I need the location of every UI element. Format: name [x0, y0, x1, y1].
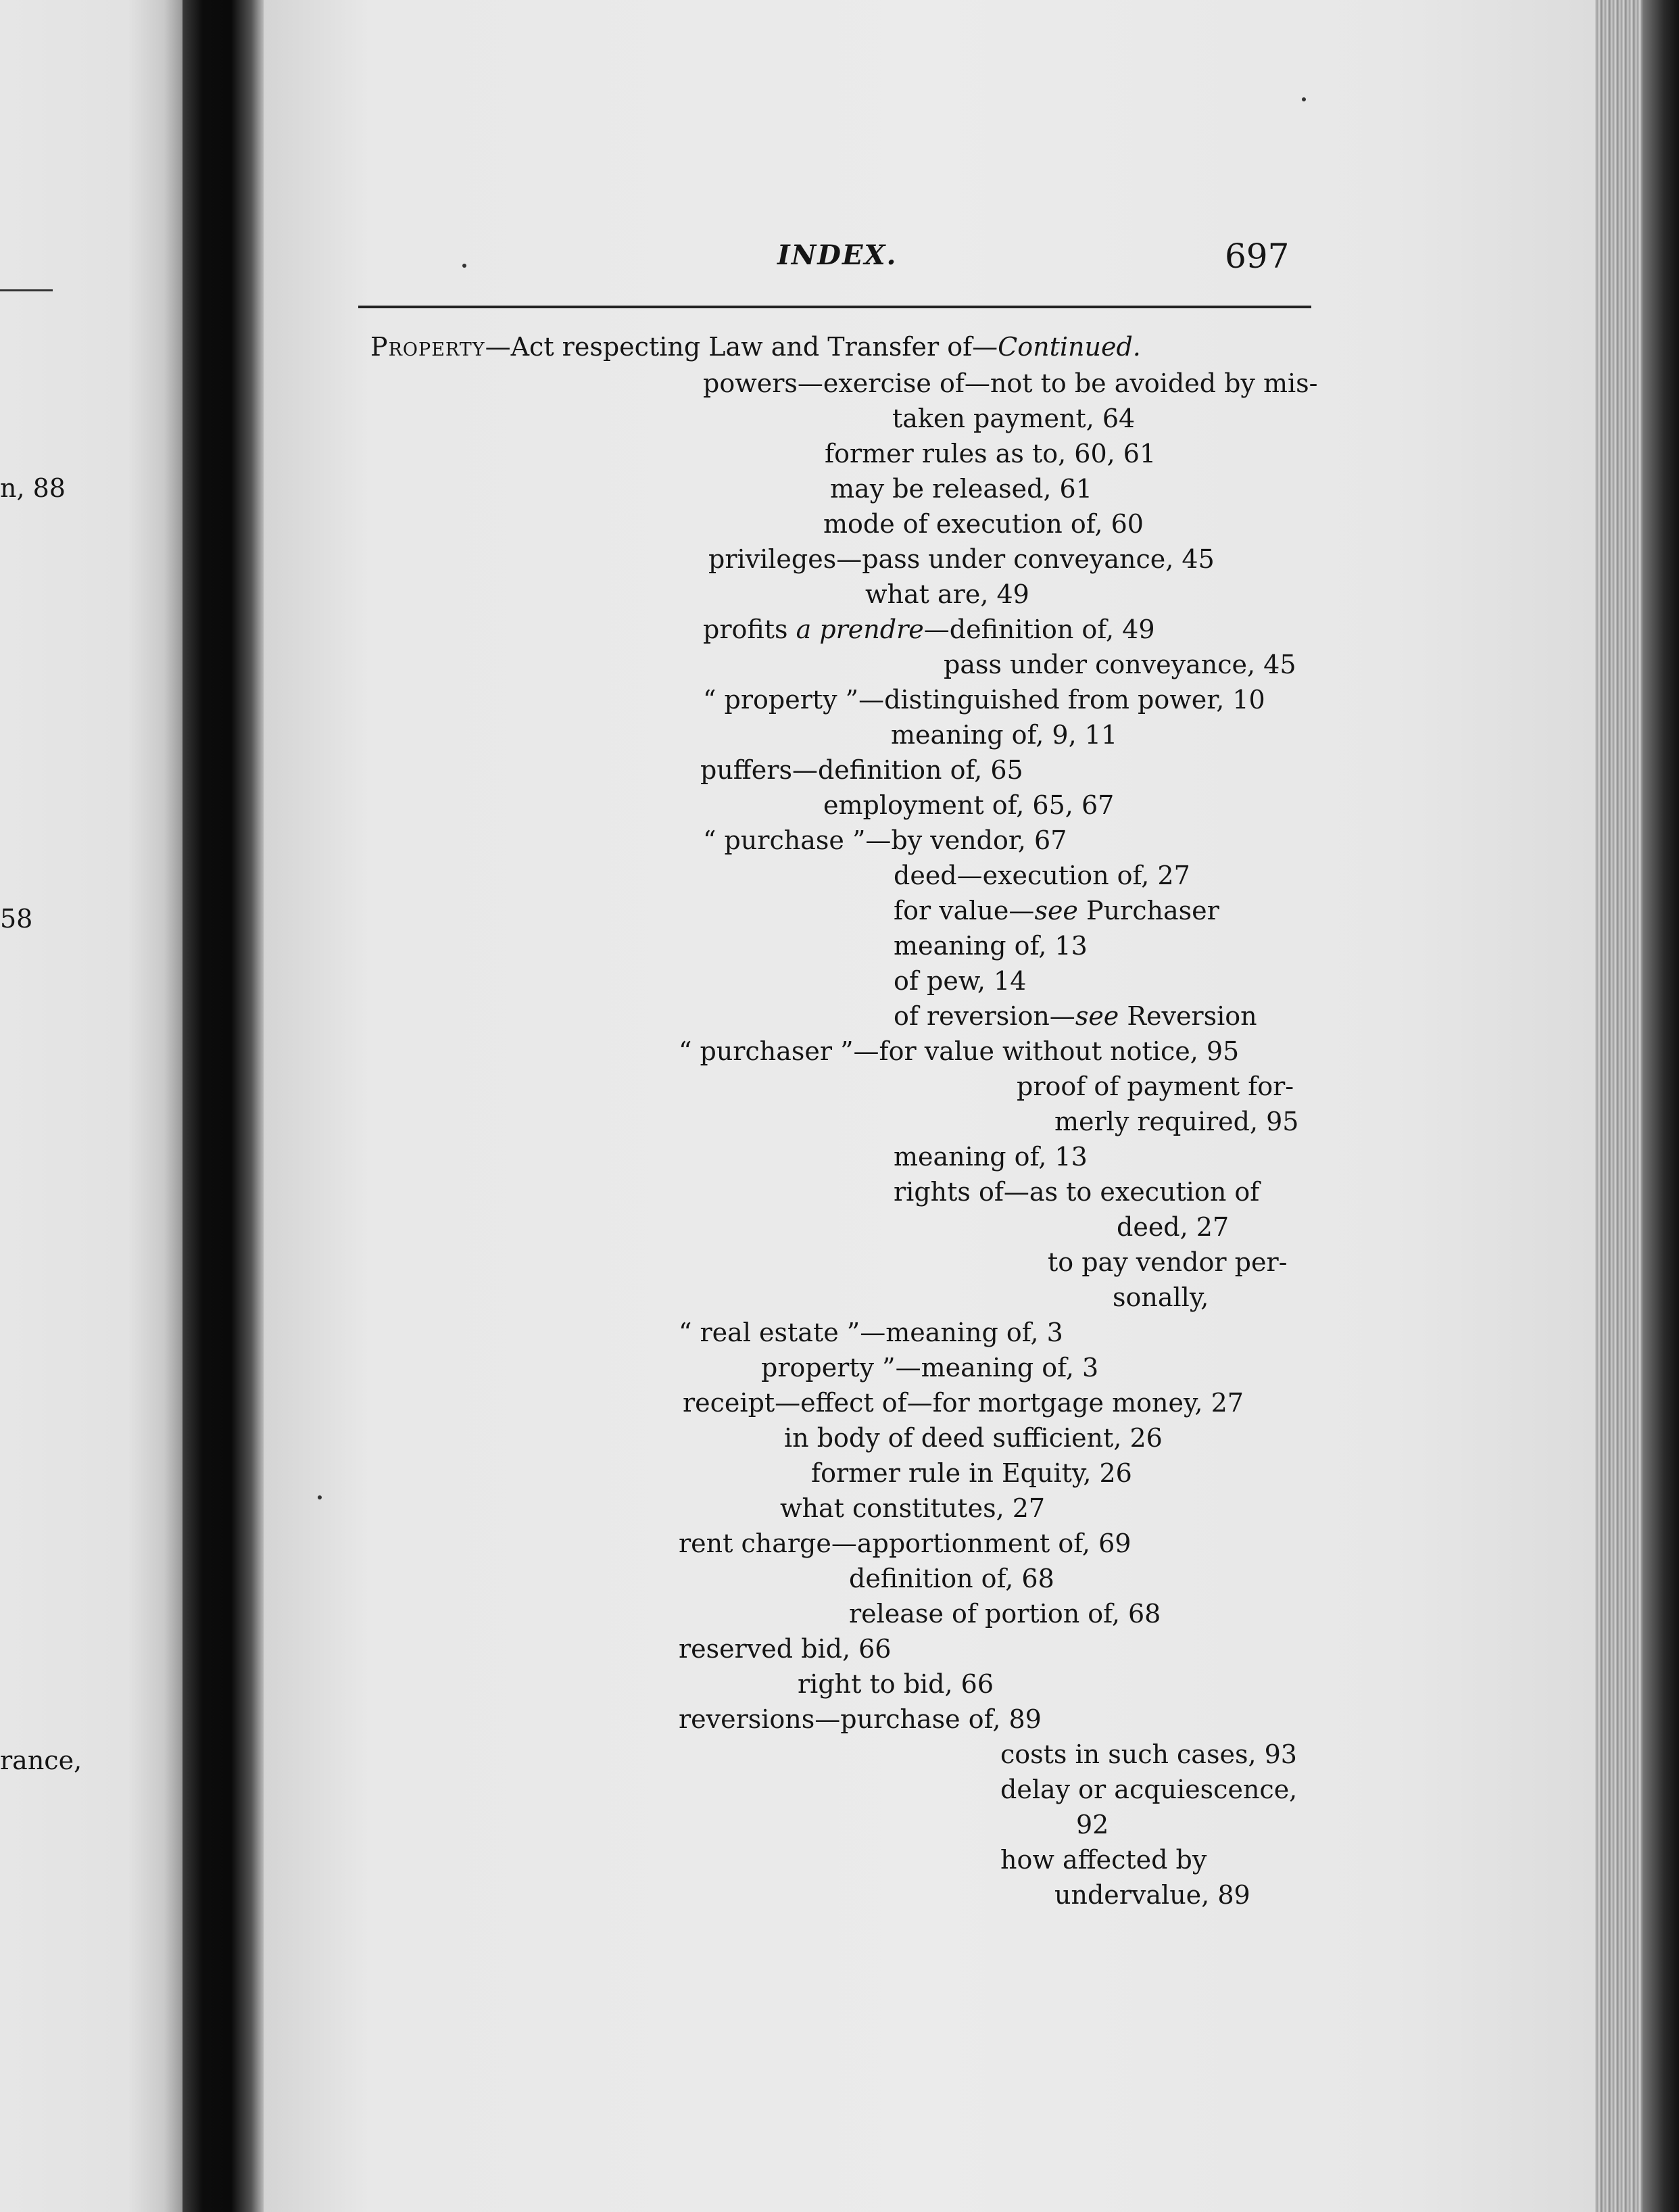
entry-text-segment: deed, 27: [1117, 1212, 1230, 1242]
index-entry-line: [703, 827, 1067, 853]
entry-text-segment: Purchaser: [1077, 896, 1219, 925]
book-edge-shadow: [1642, 0, 1679, 2212]
index-entry-line: [894, 1179, 1259, 1205]
header-rule: [358, 306, 1311, 308]
entry-text-segment: what are, 49: [865, 579, 1029, 609]
entry-text-segment: deed—execution of, 27: [894, 861, 1190, 890]
entry-text-segment: see: [1034, 896, 1078, 925]
page-number: 697: [1225, 237, 1290, 276]
entry-text-segment: rent charge—apportionment of, 69: [679, 1529, 1132, 1558]
entry-text-segment: costs in such cases, 93: [1000, 1739, 1297, 1769]
index-entry-line: [798, 1671, 994, 1697]
entry-text-segment: how affected by: [1000, 1845, 1207, 1875]
entry-text-segment: —definition of, 49: [923, 615, 1155, 644]
entry-text-segment: Reversion: [1119, 1001, 1257, 1031]
entry-text-segment: property ”—meaning of, 3: [761, 1353, 1099, 1382]
entry-text-segment: “ purchase ”—by vendor, 67: [703, 825, 1067, 855]
index-entry-line: [700, 757, 1023, 783]
index-entry-line: [811, 1460, 1132, 1486]
entry-text-segment: former rules as to, 60, 61: [825, 439, 1157, 468]
index-entry-line: [892, 406, 1135, 431]
entry-text-segment: may be released, 61: [830, 474, 1092, 504]
entry-text-segment: to pay vendor per-: [1048, 1247, 1288, 1277]
index-entry-line: [1113, 1284, 1209, 1310]
index-entry-line: [891, 722, 1117, 748]
index-entry-line: [849, 1566, 1054, 1591]
left-facing-page: [0, 0, 182, 2212]
binding-gutter: [182, 0, 264, 2212]
entry-text-segment: profits: [703, 615, 796, 644]
entry-text-segment: right to bid, 66: [798, 1669, 994, 1699]
entry-text-segment: 92: [1076, 1810, 1109, 1840]
entry-text-segment: meaning of, 13: [894, 1142, 1088, 1172]
entry-text-segment: in body of deed sufficient, 26: [784, 1423, 1163, 1453]
index-entry-line: [703, 617, 1155, 642]
left-page-fragment: n, 88: [0, 473, 66, 503]
index-entry-line: [894, 933, 1088, 959]
entry-text-segment: pass under conveyance, 45: [944, 650, 1296, 679]
entry-text-segment: undervalue, 89: [1054, 1880, 1250, 1910]
index-entry-line: [761, 1355, 1098, 1380]
entry-text-segment: meaning of, 13: [894, 931, 1088, 961]
entry-text-segment: merly required, 95: [1054, 1107, 1299, 1136]
print-speck: [1302, 97, 1306, 101]
index-entry-line: [679, 1706, 1042, 1732]
entry-text-segment: rights of—as to execution of: [894, 1177, 1260, 1207]
index-entry-line: [708, 546, 1215, 572]
entry-text-segment: former rule in Equity, 26: [811, 1458, 1132, 1488]
index-entry-line: [944, 652, 1296, 677]
running-head: INDEX.: [777, 239, 898, 271]
index-entry-line: [679, 1320, 1063, 1345]
index-entry-line: [1054, 1882, 1250, 1908]
entry-text-segment: employment of, 65, 67: [823, 790, 1115, 820]
index-entry-line: [679, 1531, 1131, 1556]
index-entry-line: [683, 1390, 1244, 1416]
entry-text-segment: see: [1075, 1001, 1119, 1031]
print-speck: [462, 264, 466, 268]
index-entry-line: [1054, 1109, 1298, 1134]
entry-text-segment: proof of payment for-: [1017, 1072, 1294, 1101]
left-page-fragment: rance,: [0, 1746, 82, 1775]
entry-text-segment: powers—exercise of—not to be avoided by mis-: [703, 368, 1318, 398]
entry-text-segment: privileges—pass under conveyance, 45: [708, 544, 1215, 574]
index-entry-line: [679, 1038, 1239, 1064]
index-entry-line: [823, 511, 1144, 537]
entry-text-segment: reversions—purchase of, 89: [679, 1704, 1042, 1734]
index-entry-line: [780, 1495, 1045, 1521]
index-entry-line: [1076, 1810, 1109, 1840]
entry-text-segment: of reversion—: [894, 1001, 1075, 1031]
entry-text-segment: Continued.: [998, 332, 1141, 362]
entry-text-segment: what constitutes, 27: [780, 1493, 1046, 1523]
entry-text-segment: for value—: [894, 896, 1035, 925]
entry-text-segment: meaning of, 9, 11: [891, 720, 1118, 750]
entry-text-segment: a prendre: [796, 615, 924, 644]
entry-text-segment: of pew, 14: [894, 966, 1027, 996]
index-entry-line: [830, 476, 1092, 502]
entry-text-segment: reserved bid, 66: [679, 1634, 892, 1664]
index-entry-line: [1048, 1249, 1287, 1275]
index-entry-line: [849, 1601, 1161, 1627]
index-entry-line: [894, 1144, 1088, 1170]
entry-text-segment: —Act respecting Law and Transfer of—: [485, 332, 998, 362]
entry-text-segment: “ property ”—distinguished from power, 10: [703, 685, 1265, 715]
entry-text-segment: “ real estate ”—meaning of, 3: [679, 1318, 1063, 1347]
entry-text-segment: Property: [370, 332, 485, 362]
index-entry-line: [894, 968, 1026, 994]
index-entry-line: [894, 863, 1190, 888]
left-page-fragment: 58: [0, 904, 33, 934]
index-entry-line: [703, 687, 1265, 713]
index-entry-line: [1117, 1214, 1229, 1240]
index-entry-line: [894, 1003, 1257, 1029]
entry-text-segment: receipt—effect of—for mortgage money, 27: [683, 1388, 1244, 1418]
index-entry-line: [865, 581, 1029, 607]
print-speck: [318, 1495, 322, 1499]
entry-text-segment: definition of, 68: [849, 1564, 1054, 1593]
index-entry-line: [1000, 1741, 1297, 1767]
entry-text-segment: puffers—definition of, 65: [700, 755, 1023, 785]
entry-text-segment: mode of execution of, 60: [823, 509, 1144, 539]
entry-text-segment: sonally,: [1113, 1282, 1209, 1312]
entry-text-segment: release of portion of, 68: [849, 1599, 1161, 1629]
left-page-rule: [0, 289, 53, 291]
index-entry-line: [823, 792, 1114, 818]
index-entry-line: [679, 1636, 891, 1662]
index-entry-line: [703, 370, 1318, 396]
entry-text-segment: taken payment, 64: [892, 404, 1136, 433]
index-entry-line: [825, 441, 1156, 466]
index-heading-line: [370, 334, 1141, 360]
entry-text-segment: delay or acquiescence,: [1000, 1775, 1298, 1804]
index-entry-line: [1000, 1847, 1207, 1873]
index-entry-line: [784, 1425, 1163, 1451]
entry-text-segment: “ purchaser ”—for value without notice, 95: [679, 1036, 1240, 1066]
index-entry-line: [1000, 1777, 1297, 1802]
index-entry-line: [1017, 1074, 1294, 1099]
index-entry-line: [894, 898, 1219, 923]
